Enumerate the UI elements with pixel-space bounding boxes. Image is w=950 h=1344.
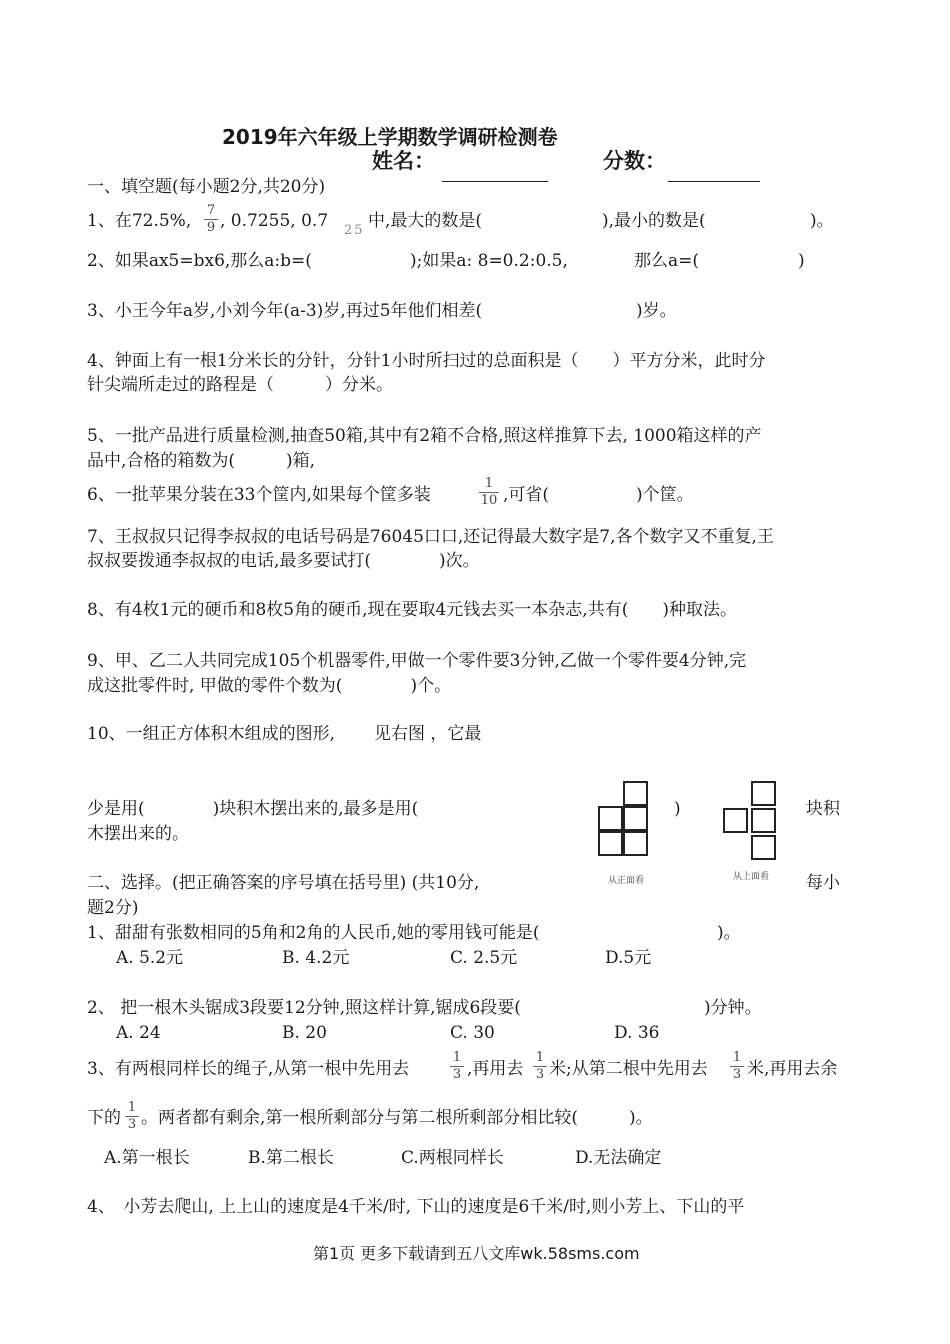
s2-q1-end: )。 bbox=[717, 923, 741, 943]
s2-q1-text: 1、甜甜有张数相同的5角和2角的人民币,她的零用钱可能是( bbox=[87, 923, 540, 943]
q10-line2-b: ) bbox=[674, 799, 681, 819]
denominator: 3 bbox=[127, 1117, 137, 1132]
numerator: 1 bbox=[732, 1050, 742, 1065]
q8-text: 8、有4枚1元的硬币和8枚5角的硬币,现在要取4元钱去买一本杂志,共有( )种取法。 bbox=[87, 600, 737, 620]
q6-part-c: )个筐。 bbox=[636, 485, 694, 505]
q6-part-a: 6、一批苹果分装在33个筐内,如果每个筐多装 bbox=[87, 485, 431, 505]
s2-q3-option-d: D.无法确定 bbox=[575, 1148, 662, 1168]
denominator: 3 bbox=[452, 1067, 462, 1082]
q10-line1-b: 见右图 ，它最 bbox=[374, 724, 482, 744]
q9-line2: 成这批零件时, 甲做的零件个数为( )个。 bbox=[87, 676, 452, 696]
numerator: 1 bbox=[127, 1100, 137, 1115]
denominator: 10 bbox=[480, 493, 498, 508]
s2-q1-option-b: B. 4.2元 bbox=[282, 948, 350, 968]
s2-q3-fraction bbox=[533, 1051, 547, 1082]
q6-fraction bbox=[479, 477, 499, 508]
s2-q3-option-b: B.第二根长 bbox=[248, 1148, 334, 1168]
s2-q1-option-d: D.5元 bbox=[605, 948, 652, 968]
s2-q3-fraction bbox=[450, 1051, 464, 1082]
name-blank bbox=[442, 181, 548, 182]
s2-q3-part-f: 。两者都有剩余,第一根所剩部分与第二根所剩部分相比较( )。 bbox=[141, 1108, 653, 1128]
exam-title: 2019年六年级上学期数学调研检测卷 bbox=[222, 125, 558, 149]
denominator: 3 bbox=[535, 1067, 545, 1082]
numerator: 1 bbox=[452, 1050, 462, 1065]
numerator: 1 bbox=[535, 1050, 545, 1065]
q3-text: 3、小王今年a岁,小刘今年(a-3)岁,再过5年他们相差( bbox=[87, 301, 483, 321]
cube-cell bbox=[751, 781, 776, 806]
section2-heading-line2: 题2分) bbox=[87, 898, 139, 918]
q1-fraction bbox=[204, 204, 218, 235]
q1-part-b: , 0.7255, 0.7 bbox=[220, 211, 329, 231]
s2-q2-option-c: C. 30 bbox=[450, 1023, 495, 1043]
score-blank bbox=[668, 181, 760, 182]
q7-line1: 7、王叔叔只记得李叔叔的电话号码是76045口口,还记得最大数字是7,各个数字又不重复,王 bbox=[87, 527, 774, 547]
q4-line2: 针尖端所走过的路程是（ ）分米。 bbox=[87, 375, 393, 395]
cube-cell bbox=[598, 831, 623, 856]
section2-heading-tail: 每小 bbox=[806, 873, 840, 893]
s2-q2-option-d: D. 36 bbox=[614, 1023, 660, 1043]
q3-end: )岁。 bbox=[636, 301, 677, 321]
cube-cell bbox=[623, 831, 648, 856]
s2-q3-fraction bbox=[730, 1051, 744, 1082]
q4-line1: 4、钟面上有一根1分米长的分针，分针1小时所扫过的总面积是（ ）平方分米，此时分 bbox=[87, 351, 766, 371]
denominator: 3 bbox=[732, 1067, 742, 1082]
numerator: 7 bbox=[206, 203, 216, 218]
s2-q3-part-d: 米,再用去余 bbox=[747, 1059, 838, 1079]
s2-q3-fraction bbox=[125, 1101, 139, 1132]
q10-line2-a: 少是用( )块积木摆出来的,最多是用( bbox=[87, 799, 419, 819]
cube-cell bbox=[751, 835, 776, 860]
score-label: 分数： bbox=[603, 149, 666, 173]
s2-q3-option-c: C.两根同样长 bbox=[401, 1148, 504, 1168]
front-view-caption: 从正面看 bbox=[608, 876, 645, 886]
cube-cell bbox=[751, 808, 776, 833]
q1-part-c: 中,最大的数是( bbox=[368, 211, 483, 231]
cube-cell bbox=[598, 806, 623, 831]
s2-q3-option-a: A.第一根长 bbox=[104, 1148, 190, 1168]
s2-q1-option-a: A. 5.2元 bbox=[116, 948, 184, 968]
q2-part-b: );如果a: 8=0.2:0.5, bbox=[410, 251, 568, 271]
s2-q2-end: )分钟。 bbox=[704, 998, 762, 1018]
top-view-caption: 从上面看 bbox=[733, 872, 770, 882]
name-label: 姓名： bbox=[372, 149, 435, 173]
s2-q1-option-c: C. 2.5元 bbox=[450, 948, 518, 968]
q9-line1: 9、甲、乙二人共同完成105个机器零件,甲做一个零件要3分钟,乙做一个零件要4分钟,完 bbox=[87, 651, 747, 671]
q2-part-a: 2、如果ax5=bx6,那么a:b=( bbox=[87, 251, 312, 271]
s2-q3-part-c: 米;从第二根中先用去 bbox=[549, 1059, 708, 1079]
q1-part-d: ),最小的数是( bbox=[602, 211, 706, 231]
q2-part-c: 那么a=( bbox=[634, 251, 700, 271]
s2-q3-part-e: 下的 bbox=[87, 1108, 121, 1128]
s2-q3-part-b: ,再用去 bbox=[467, 1059, 524, 1079]
section1-heading: 一、填空题(每小题2分,共20分) bbox=[87, 177, 326, 197]
cube-cell bbox=[723, 808, 748, 833]
q6-part-b: ,可省( bbox=[503, 485, 550, 505]
s2-q2-text: 2、 把一根木头锯成3段要12分钟,照这样计算,锯成6段要( bbox=[87, 998, 521, 1018]
q1-repeating-digits: 25 bbox=[344, 223, 365, 238]
q10-line2-c: 块积 bbox=[806, 799, 840, 819]
section2-heading: 二、选择。(把正确答案的序号填在括号里) (共10分, bbox=[87, 873, 480, 893]
q7-line2: 叔叔要拨通李叔叔的电话,最多要试打( )次。 bbox=[87, 551, 480, 571]
q1-part-a: 1、在72.5%, bbox=[87, 211, 192, 231]
page-footer: 第1页 更多下载请到五八文库wk.58sms.com bbox=[313, 1244, 640, 1263]
q5-line2: 品中,合格的箱数为( )箱, bbox=[87, 451, 316, 471]
q5-line1: 5、一批产品进行质量检测,抽查50箱,其中有2箱不合格,照这样推算下去, 1000箱这样的产 bbox=[87, 426, 762, 446]
numerator: 1 bbox=[484, 476, 494, 491]
q1-part-e: )。 bbox=[810, 211, 834, 231]
s2-q3-part-a: 3、有两根同样长的绳子,从第一根中先用去 bbox=[87, 1059, 410, 1079]
cube-cell bbox=[623, 781, 648, 806]
denominator: 9 bbox=[206, 220, 216, 235]
q10-line1-a: 10、一组正方体积木组成的图形, bbox=[87, 724, 336, 744]
q10-line3: 木摆出来的。 bbox=[87, 824, 189, 844]
q2-part-d: ) bbox=[798, 251, 805, 271]
s2-q2-option-b: B. 20 bbox=[282, 1023, 327, 1043]
s2-q4-text: 4、 小芳去爬山, 上上山的速度是4千米/时, 下山的速度是6千米/时,则小芳上、下山的平 bbox=[87, 1197, 745, 1217]
cube-cell bbox=[623, 806, 648, 831]
s2-q2-option-a: A. 24 bbox=[116, 1023, 161, 1043]
